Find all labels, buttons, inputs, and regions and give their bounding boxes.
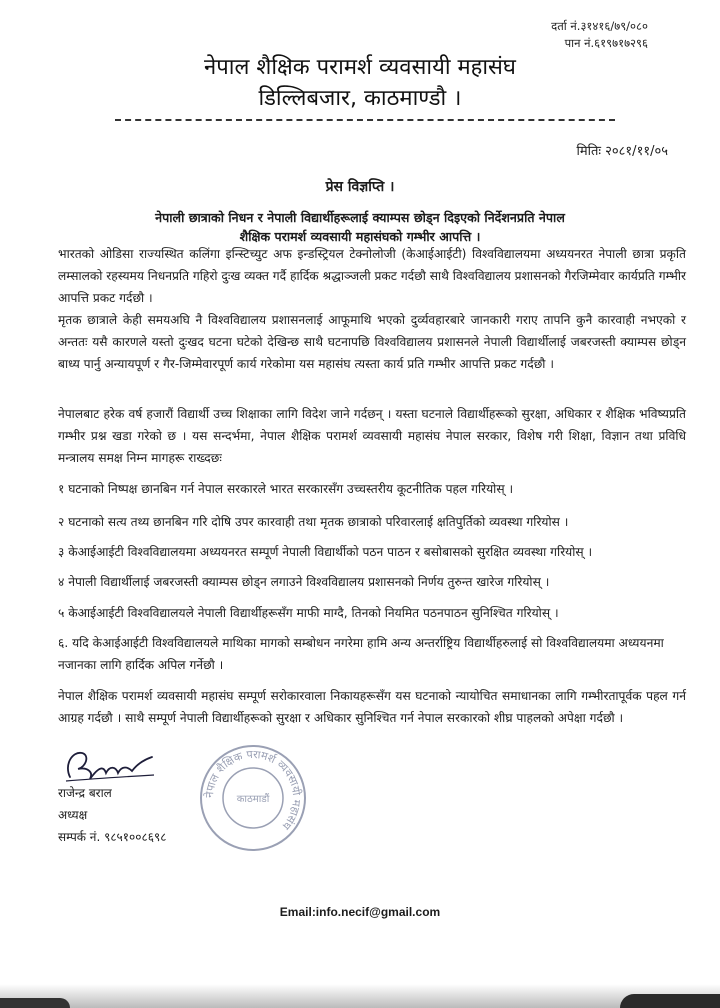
demand-item-6: ६. यदि केआईआईटी विश्वविद्यालयले माथिका मागको सम्बोधन नगरेमा हामि अन्य अन्तर्राष्ट्रिय विद्यार्थीहरुलाई सो विश्वविद्यालयमा अध्ययनमा नजानका लागि हार्दिक अपिल गर्नेछौ ।	[58, 636, 664, 672]
demand-item-2: २ घटनाको सत्य तथ्य छानबिन गरि दोषि उपर कारवाही तथा मृतक छात्राको परिवारलाई क्षतिपुर्तिको व्यवस्था गरियोस ।	[58, 515, 569, 529]
photo-corner-left	[0, 998, 70, 1008]
signature-image	[60, 745, 160, 785]
signatory-name: राजेन्द्र बराल	[58, 786, 112, 800]
signatory-contact: सम्पर्क नं. ९८५१००८६९८	[58, 830, 167, 844]
registration-number: दर्ता नं.३१४१६/७९/०८०	[551, 19, 648, 33]
demand-item-1: १ घटनाको निष्पक्ष छानबिन गर्न नेपाल सरकारले भारत सरकारसँग उच्चस्तरीय कूटनीतिक पहल गरियोस् ।	[58, 482, 514, 496]
demand-item-5: ५ केआईआईटी विश्वविद्यालयले नेपाली विद्यार्थीहरूसँग माफी माग्दै, तिनको नियमित पठनपाठन सुनिश्चित गरियोस् ।	[58, 606, 559, 620]
demand-item-3: ३ केआईआईटी विश्वविद्यालयमा अध्ययनरत सम्पूर्ण नेपाली विद्यार्थीको पठन पाठन र बसोबासको सुरक्षित व्यवस्था गरियोस् ।	[58, 545, 593, 559]
subject-line-2: शैक्षिक परामर्श व्यवसायी महासंघको गम्भीर आपत्ति ।	[239, 229, 481, 244]
signatory-title: अध्यक्ष	[58, 808, 88, 822]
subject-line-1: नेपाली छात्राको निधन र नेपाली विद्यार्थीहरूलाई क्याम्पस छोड्न दिइएको निर्देशनप्रति नेपाल	[155, 210, 565, 225]
organization-address: डिल्लिबजार, काठमाण्डौ ।	[258, 86, 462, 111]
organization-seal	[197, 742, 309, 854]
registration-info	[551, 18, 648, 52]
signatory-block	[58, 782, 166, 848]
paragraph-3: नेपालबाट हरेक वर्ष हजारौं विद्यार्थी उच्च शिक्षाका लागि विदेश जाने गर्दछन् । यस्ता घटनाले विद्यार्थीहरूको सुरक्षा, अधिकार र शैक्षिक भविष्यप्रति गम्भीर प्रश्न खडा गरेको छ । यस सन्दर्भमा, नेपाल शैक्षिक परामर्श व्यवसायी महासंघ नेपाल सरकार, विशेष गरी शिक्षा, विज्ञान तथा प्रविधि मन्त्रालय समक्ष निम्न मागहरू राख्दछः	[58, 407, 686, 465]
subject-heading	[110, 208, 610, 246]
letterhead	[0, 52, 720, 114]
seal-ring-text: नेपाल शैक्षिक परामर्श व्यवसायी महासंघ	[202, 747, 304, 833]
paragraph-1: भारतको ओडिसा राज्यस्थित कलिंगा इन्स्टिच्युट अफ इन्डस्ट्रियल टेक्नोलोजी (केआईआईटी) विश्वविद्यालयमा अध्ययनरत नेपाली छात्रा प्रकृति लम्सालको रहस्यमय निधनप्रति गहिरो दुःख व्यक्त गर्दै हार्दिक श्रद्धाञ्जली प्रकट गर्दछौ साथै विश्वविद्यालय प्रशासनको गैरजिम्मेवार कार्यप्रति गम्भीर आपत्ति प्रकट गर्दछौ ।	[58, 247, 686, 305]
photo-bottom-shadow	[0, 984, 720, 1008]
paragraph-2: मृतक छात्राले केही समयअघि नै विश्वविद्यालय प्रशासनलाई आफूमाथि भएको दुर्व्यवहारबारे जानकारी गराए तापनि कुनै कारवाही नभएको र अन्ततः यसै कारणले यस्तो दुःखद घटना घटेको देखिन्छ साथै घटनापछि विश्वविद्यालय प्रशासनले नेपाली विद्यार्थीलाई जबरजस्ती क्याम्पस छोड्न बाध्य पार्नु अन्यायपूर्ण र गैर-जिम्मेवारपूर्ण कार्य गरेकोमा यस महासंघ त्यस्ता कार्य प्रति गम्भीर आपत्ति प्रकट गर्दछौ ।	[58, 313, 686, 371]
document-date: मितिः २०८१/११/०५	[576, 144, 668, 159]
pan-number: पान नं.६१९७१७२९६	[564, 36, 648, 50]
press-title: प्रेस विज्ञप्ति ।	[325, 179, 395, 195]
seal-city-text: काठमाडौं	[236, 794, 270, 805]
demand-item-4: ४ नेपाली विद्यार्थीलाई जबरजस्ती क्याम्पस छोड्न लगाउने विश्वविद्यालय प्रशासनको निर्णय तुरुन्त खारेज गरियोस् ।	[58, 575, 550, 589]
closing-paragraph: नेपाल शैक्षिक परामर्श व्यवसायी महासंघ सम्पूर्ण सरोकारवाला निकायहरूसँग यस घटनाको न्यायोचित समाधानका लागि गम्भीरतापूर्वक पहल गर्न आग्रह गर्दछौ । साथै सम्पूर्ण नेपाली विद्यार्थीहरूको सुरक्षा र अधिकार सुनिश्चित गर्न नेपाल सरकारको शीघ्र पाहलको अपेक्षा गर्दछौ ।	[58, 689, 686, 725]
photo-corner-right	[620, 994, 720, 1008]
letterhead-divider	[115, 119, 615, 121]
organization-name: नेपाल शैक्षिक परामर्श व्यवसायी महासंघ	[204, 55, 516, 80]
contact-email: Email:info.necif@gmail.com	[279, 905, 441, 919]
